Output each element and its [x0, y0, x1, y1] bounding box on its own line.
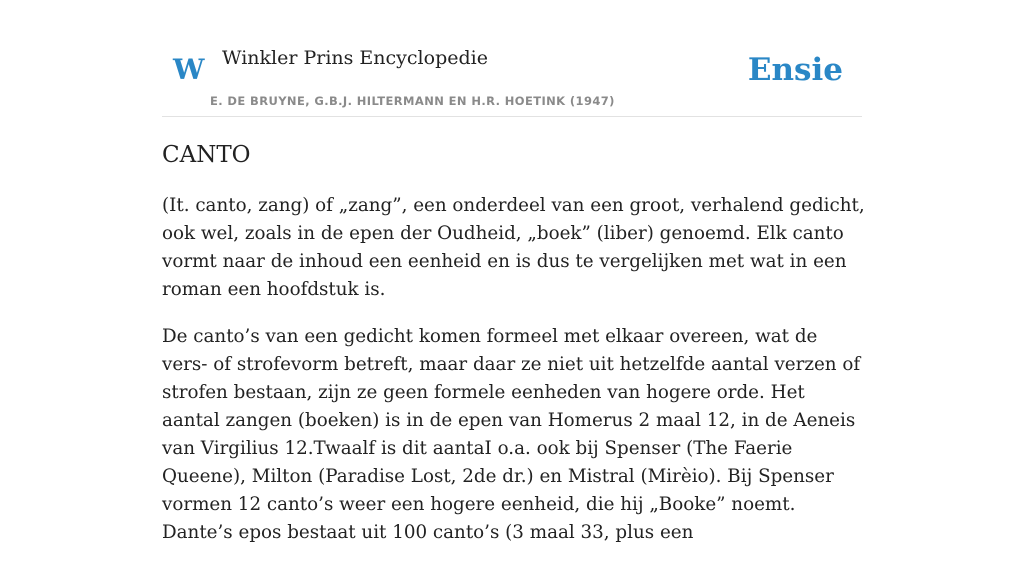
article-paragraph: (It. canto, zang) of „zang”, een onderdeel van een groot, verhalend gedicht, ook wel, zoals in de epen der Oudheid, „boek” (liber) genoemd. Elk canto vormt naar de inhoud een eenheid en is dus te vergelijken met wat in een roman een hoofdstuk is.: [162, 195, 865, 300]
article-paragraph: De canto’s van een gedicht komen formeel met elkaar overeen, wat de vers- of strofevorm betreft, maar daar ze niet uit hetzelfde aantal verzen of strofen bestaan, zijn ze geen formele eenheden van hogere orde. Het aantal zangen (boeken) is in de epen van Homerus 2 maal 12, in de Aeneis van Virgilius 12.Twaalf is dit aantaI o.a. ook bij Spenser (The Faerie Queene), Milton (Paradise Lost, 2de dr.) en Mistral (Mirèio). Bij Spenser vormen 12 canto’s weer een hogere eenheid, die hij „Booke” noemt. Dante’s epos bestaat uit 100 canto’s (3 maal 33, plus een: [162, 326, 861, 543]
article-body: [162, 192, 866, 566]
publication-authors: E. DE BRUYNE, G.B.J. HILTERMANN EN H.R. HOETINK (1947): [210, 94, 615, 108]
publication-logo[interactable]: W: [173, 53, 205, 86]
site-header: [162, 0, 862, 117]
publication-title[interactable]: Winkler Prins Encyclopedie: [222, 47, 488, 69]
article-title: CANTO: [162, 142, 251, 168]
brand-logo[interactable]: Ensie: [747, 52, 843, 88]
